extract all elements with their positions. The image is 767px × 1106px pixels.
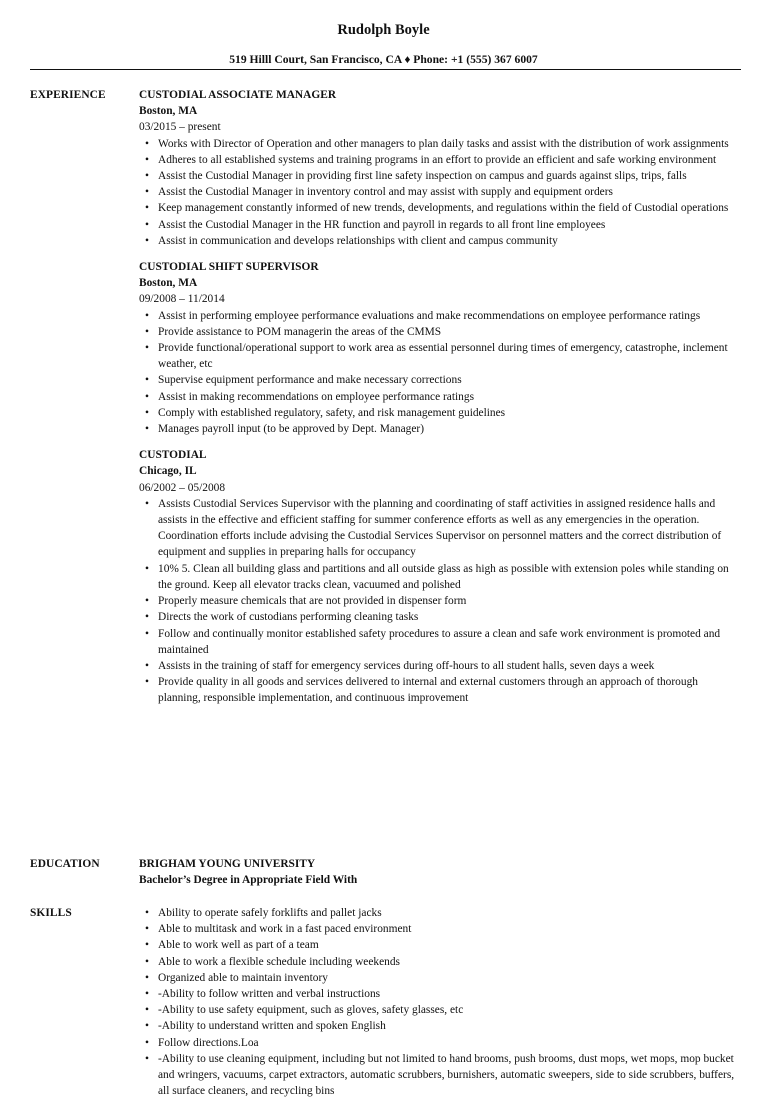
bullet-icon: •	[145, 1036, 149, 1049]
job-bullets	[139, 496, 741, 707]
bullet-icon: •	[145, 497, 149, 510]
job-title: CUSTODIAL	[139, 449, 207, 462]
bullet-text: Manages payroll input (to be approved by Dept. Manager)	[158, 423, 425, 436]
bullet-icon: •	[145, 202, 149, 215]
skill-item	[139, 921, 741, 937]
education-degree: Bachelor’s Degree in Appropriate Field With	[139, 874, 358, 887]
bullet-item	[139, 324, 741, 340]
bullet-text: Provide assistance to POM managerin the areas of the CMMS	[158, 325, 442, 338]
education-body	[139, 856, 741, 888]
job-location: Boston, MA	[139, 105, 198, 118]
job-title: CUSTODIAL ASSOCIATE MANAGER	[139, 89, 337, 101]
bullet-text: Works with Director of Operation and other managers to plan daily tasks and assist with the distribution of work assignments	[158, 137, 729, 150]
skill-text: Able to multitask and work in a fast paced environment	[158, 923, 412, 936]
bullet-text: Provide functional/operational support to work area as essential personnel during times of emergency, catastrophe, inclement weather, etc	[158, 342, 728, 371]
bullet-text: Comply with established regulatory, safety, and risk management guidelines	[158, 406, 506, 419]
resume-header	[0, 0, 767, 67]
bullet-icon: •	[145, 611, 149, 624]
skills-list	[139, 905, 741, 1099]
bullet-icon: •	[145, 939, 149, 952]
skill-text: -Ability to use cleaning equipment, including but not limited to hand brooms, push brooms, dust mops, wet mops, mop bucket and wringers, vacuums, carpet extractors, automatic scrubbers, burnishers, automatic sweepers, side to side scrubbers, buffers, all surface cleaners, and recycling bins	[158, 1052, 735, 1098]
contact-line: 519 Hilll Court, San Francisco, CA ♦ Phone: +1 (555) 367 6007	[229, 53, 538, 66]
bullet-item	[139, 674, 741, 706]
bullet-text: Assist in performing employee performance evaluations and make recommendations on employee performance ratings	[158, 309, 701, 322]
skill-text: Organized able to maintain inventory	[158, 971, 328, 984]
header-divider	[30, 69, 741, 70]
job-dates: 03/2015 – present	[139, 121, 221, 134]
bullet-icon: •	[145, 907, 149, 919]
bullet-item	[139, 200, 741, 216]
bullet-icon: •	[145, 562, 149, 575]
job-entry	[139, 87, 741, 249]
skill-item	[139, 1035, 741, 1051]
bullet-icon: •	[145, 627, 149, 640]
job-location: Boston, MA	[139, 277, 198, 290]
bullet-item	[139, 626, 741, 658]
bullet-text: Keep management constantly informed of new trends, developments, and regulations within the field of Custodial operations	[158, 202, 729, 215]
skill-item	[139, 1018, 741, 1034]
bullet-icon: •	[145, 218, 149, 231]
bullet-icon: •	[145, 342, 149, 355]
bullet-icon: •	[145, 137, 149, 150]
job-title: CUSTODIAL SHIFT SUPERVISOR	[139, 261, 319, 274]
bullet-text: Assist in communication and develops relationships with client and campus community	[158, 234, 558, 247]
bullet-icon: •	[145, 988, 149, 1001]
job-entry	[139, 259, 741, 437]
bullet-icon: •	[145, 1020, 149, 1033]
bullet-text: Assist the Custodial Manager in providing first line safety inspection on campus and guards against slips, trips, falls	[158, 170, 687, 183]
bullet-icon: •	[145, 170, 149, 183]
job-dates: 06/2002 – 05/2008	[139, 481, 226, 494]
skill-text: Able to work a flexible schedule including weekends	[158, 955, 400, 968]
bullet-item	[139, 496, 741, 561]
bullet-text: Directs the work of custodians performing cleaning tasks	[158, 611, 419, 624]
skill-item	[139, 937, 741, 953]
skill-item	[139, 1051, 741, 1100]
bullet-icon: •	[145, 955, 149, 968]
bullet-icon: •	[145, 390, 149, 403]
job-bullets	[139, 136, 741, 249]
bullet-item	[139, 136, 741, 152]
experience-body	[139, 87, 741, 717]
bullet-item	[139, 389, 741, 405]
bullet-icon: •	[145, 659, 149, 672]
bullet-text: Properly measure chemicals that are not provided in dispenser form	[158, 595, 467, 608]
bullet-item	[139, 217, 741, 233]
skills-label: SKILLS	[30, 907, 72, 919]
bullet-text: Provide quality in all goods and services delivered to internal and external customers through an approach of thorough planning, responsible implementation, and continuous improvement	[158, 676, 698, 705]
job-bullets	[139, 308, 741, 438]
bullet-item	[139, 593, 741, 609]
bullet-text: Assist the Custodial Manager in the HR function and payroll in regards to all front line employees	[158, 218, 606, 231]
bullet-item	[139, 233, 741, 249]
job-location: Chicago, IL	[139, 465, 197, 478]
skills-body	[139, 905, 741, 1099]
skill-text: -Ability to follow written and verbal instructions	[158, 988, 381, 1001]
bullet-icon: •	[145, 406, 149, 419]
bullet-item	[139, 609, 741, 625]
bullet-text: Assists in the training of staff for emergency services during off-hours to all student halls, seven days a week	[158, 659, 655, 672]
skill-item	[139, 905, 741, 921]
skill-text: Ability to operate safely forklifts and pallet jacks	[158, 907, 382, 919]
bullet-item	[139, 308, 741, 324]
skill-item	[139, 986, 741, 1002]
bullet-text: Supervise equipment performance and make necessary corrections	[158, 374, 462, 387]
skill-item	[139, 970, 741, 986]
bullet-text: Assists Custodial Services Supervisor with the planning and coordinating of staff activities in assigned residence halls and assists in the effective and efficient staffing for summer conference efforts as well as any emergencies in the operation. Coordination efforts include advising the Custodial Services Supervisor on personnel matters and the correct distribution of equipment and supplies in preparing halls for occupancy	[158, 497, 722, 559]
bullet-item	[139, 152, 741, 168]
skill-text: Follow directions.Loa	[158, 1036, 259, 1049]
bullet-icon: •	[145, 1052, 149, 1065]
skill-item	[139, 1002, 741, 1018]
bullet-item	[139, 340, 741, 372]
experience-label: EXPERIENCE	[30, 89, 106, 101]
skill-text: -Ability to understand written and spoken English	[158, 1020, 386, 1033]
bullet-text: Adheres to all established systems and training programs in an effort to provide an efficient and safe working environment	[158, 153, 717, 166]
bullet-text: 10% 5. Clean all building glass and partitions and all outside glass as high as possible with extension poles while standing on the ground. Keep all elevator tracks clean, vacuumed and polished	[158, 562, 729, 591]
bullet-icon: •	[145, 971, 149, 984]
bullet-icon: •	[145, 923, 149, 936]
candidate-name: Rudolph Boyle	[337, 22, 430, 38]
bullet-item	[139, 421, 741, 437]
job-dates: 09/2008 – 11/2014	[139, 293, 225, 306]
bullet-text: Assist in making recommendations on employee performance ratings	[158, 390, 475, 403]
skill-text: -Ability to use safety equipment, such as gloves, safety glasses, etc	[158, 1004, 464, 1017]
bullet-icon: •	[145, 374, 149, 387]
bullet-icon: •	[145, 309, 149, 322]
bullet-item	[139, 561, 741, 593]
bullet-icon: •	[145, 325, 149, 338]
bullet-icon: •	[145, 676, 149, 689]
bullet-item	[139, 658, 741, 674]
skill-text: Able to work well as part of a team	[158, 939, 319, 952]
bullet-item	[139, 168, 741, 184]
bullet-icon: •	[145, 1004, 149, 1017]
education-label: EDUCATION	[30, 858, 100, 870]
bullet-icon: •	[145, 423, 149, 436]
bullet-item	[139, 184, 741, 200]
bullet-item	[139, 372, 741, 388]
skill-item	[139, 954, 741, 970]
bullet-icon: •	[145, 234, 149, 247]
bullet-icon: •	[145, 595, 149, 608]
bullet-icon: •	[145, 186, 149, 199]
education-school: BRIGHAM YOUNG UNIVERSITY	[139, 858, 316, 870]
bullet-text: Follow and continually monitor established safety procedures to assure a clean and safe work environment is promoted and maintained	[158, 627, 721, 656]
bullet-text: Assist the Custodial Manager in inventory control and may assist with supply and equipment orders	[158, 186, 613, 199]
bullet-icon: •	[145, 153, 149, 166]
bullet-item	[139, 405, 741, 421]
job-entry	[139, 447, 741, 706]
